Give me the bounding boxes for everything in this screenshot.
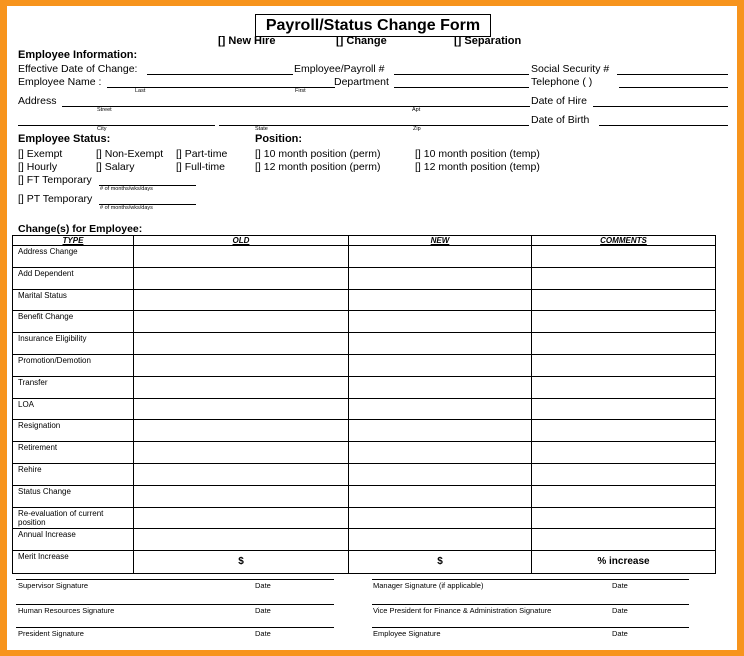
employee-status-heading: Employee Status: (18, 133, 111, 145)
row-type: Marital Status (13, 289, 134, 311)
manager-signature-line[interactable] (372, 579, 689, 580)
new-value-cell[interactable] (349, 246, 532, 268)
last-name-hint: Last (135, 88, 146, 94)
change-row (13, 376, 716, 398)
manager-date-label: Date (612, 581, 628, 590)
old-value-cell[interactable] (134, 354, 349, 376)
old-value-cell[interactable] (134, 529, 349, 551)
change-row (13, 311, 716, 333)
comments-cell[interactable] (532, 529, 716, 551)
city-field[interactable] (18, 125, 215, 126)
change-row (13, 463, 716, 485)
change-row (13, 442, 716, 464)
zip-hint: Zip (413, 126, 421, 132)
change-row (13, 267, 716, 289)
old-value-cell[interactable] (134, 267, 349, 289)
department-label: Department (334, 76, 389, 88)
changes-table-header (13, 236, 716, 246)
new-value-cell[interactable] (349, 354, 532, 376)
ssn-field[interactable] (617, 74, 728, 75)
row-type: LOA (13, 398, 134, 420)
position-heading: Position: (255, 133, 303, 145)
comments-cell[interactable] (532, 267, 716, 289)
row-type: Annual Increase (13, 529, 134, 551)
changes-table-body (13, 246, 716, 574)
old-value-cell[interactable] (134, 442, 349, 464)
city-hint: City (97, 126, 107, 132)
old-value-cell[interactable] (134, 311, 349, 333)
pt-duration-hint: # of months/wks/days (100, 205, 153, 211)
row-type: Promotion/Demotion (13, 354, 134, 376)
telephone-label: Telephone ( ) (531, 76, 593, 88)
comments-cell[interactable] (532, 398, 716, 420)
old-value-cell[interactable] (134, 463, 349, 485)
row-type: Rehire (13, 463, 134, 485)
exempt-checkbox[interactable]: [] Exempt (18, 148, 63, 160)
column-header-new: NEW (349, 236, 532, 246)
payroll-label: Employee/Payroll # (294, 63, 385, 75)
new-value-cell[interactable] (349, 333, 532, 355)
old-value-cell[interactable] (134, 507, 349, 529)
address-field[interactable] (62, 106, 530, 107)
change-row (13, 529, 716, 551)
non-exempt-checkbox[interactable]: [] Non-Exempt (96, 148, 164, 160)
telephone-field[interactable] (619, 87, 728, 88)
changes-table (12, 235, 716, 574)
change-row (13, 354, 716, 376)
ten-month-perm-checkbox[interactable]: [] 10 month position (perm) (255, 148, 381, 160)
comments-cell[interactable] (532, 507, 716, 529)
street-hint: Street (97, 107, 112, 113)
twelve-month-temp-checkbox[interactable]: [] 12 month position (temp) (415, 161, 540, 173)
date-of-birth-field[interactable] (599, 125, 728, 126)
payroll-field[interactable] (394, 74, 529, 75)
comments-cell[interactable] (532, 246, 716, 268)
old-value-cell[interactable]: $ (134, 551, 349, 574)
full-time-checkbox[interactable]: [] Full-time (176, 161, 226, 173)
new-value-cell[interactable] (349, 442, 532, 464)
new-value-cell[interactable]: $ (349, 551, 532, 574)
new-value-cell[interactable] (349, 376, 532, 398)
old-value-cell[interactable] (134, 420, 349, 442)
row-type: Benefit Change (13, 311, 134, 333)
employee-signature-line[interactable] (372, 627, 689, 628)
row-type: Merit Increase (13, 551, 134, 574)
row-type: Add Dependent (13, 267, 134, 289)
state-hint: State (255, 126, 268, 132)
twelve-month-perm-checkbox[interactable]: [] 12 month position (perm) (255, 161, 381, 173)
comments-cell[interactable] (532, 420, 716, 442)
pt-temporary-checkbox[interactable]: [] PT Temporary (18, 193, 93, 205)
change-row (13, 485, 716, 507)
new-value-cell[interactable] (349, 507, 532, 529)
new-value-cell[interactable] (349, 398, 532, 420)
old-value-cell[interactable] (134, 485, 349, 507)
comments-cell[interactable] (532, 463, 716, 485)
new-value-cell[interactable] (349, 267, 532, 289)
apt-hint: Apt (412, 107, 421, 113)
comments-cell[interactable] (532, 442, 716, 464)
change-row (13, 420, 716, 442)
comments-cell[interactable] (532, 333, 716, 355)
comments-cell[interactable] (532, 311, 716, 333)
row-type: Re-evaluation of current position (13, 507, 134, 529)
new-value-cell[interactable] (349, 485, 532, 507)
new-value-cell[interactable] (349, 311, 532, 333)
change-row (13, 507, 716, 529)
vp-signature-label: Vice President for Finance & Administration Signature (373, 606, 552, 615)
new-value-cell[interactable] (349, 420, 532, 442)
row-type: Status Change (13, 485, 134, 507)
comments-cell[interactable] (532, 485, 716, 507)
row-type: Retirement (13, 442, 134, 464)
president-signature-label: President Signature (18, 629, 84, 638)
row-type: Resignation (13, 420, 134, 442)
date-of-hire-label: Date of Hire (531, 95, 588, 107)
old-value-cell[interactable] (134, 398, 349, 420)
employee-name-label: Employee Name : (18, 76, 102, 88)
comments-cell[interactable] (532, 289, 716, 311)
supervisor-signature-label: Supervisor Signature (18, 581, 89, 590)
salary-checkbox[interactable]: [] Salary (96, 161, 135, 173)
manager-signature-label: Manager Signature (if applicable) (373, 581, 484, 590)
department-field[interactable] (394, 87, 529, 88)
new-value-cell[interactable] (349, 463, 532, 485)
first-name-hint: First (295, 88, 306, 94)
change-checkbox[interactable]: [] Change (336, 35, 387, 47)
new-value-cell[interactable] (349, 529, 532, 551)
column-header-old: OLD (134, 236, 349, 246)
row-type: Transfer (13, 376, 134, 398)
ten-month-temp-checkbox[interactable]: [] 10 month position (temp) (415, 148, 540, 160)
column-header-type: TYPE (13, 236, 134, 246)
ft-temporary-checkbox[interactable]: [] FT Temporary (18, 174, 92, 186)
supervisor-date-label: Date (255, 581, 271, 590)
employee-info-heading: Employee Information: (18, 49, 138, 61)
ft-duration-hint: # of months/wks/days (100, 186, 153, 192)
change-row (13, 246, 716, 268)
form-title: Payroll/Status Change Form (255, 14, 491, 37)
old-value-cell[interactable] (134, 376, 349, 398)
address-label: Address (18, 95, 57, 107)
vp-date-label: Date (612, 606, 628, 615)
date-of-hire-field[interactable] (593, 106, 728, 107)
payroll-form-sheet (7, 6, 737, 650)
change-row (13, 333, 716, 355)
effective-date-field[interactable] (147, 74, 293, 75)
comments-cell[interactable] (532, 354, 716, 376)
hr-signature-line[interactable] (16, 604, 334, 605)
change-row (13, 398, 716, 420)
supervisor-signature-line[interactable] (16, 579, 334, 580)
separation-checkbox[interactable]: [] Separation (454, 35, 522, 47)
change-row (13, 289, 716, 311)
hourly-checkbox[interactable]: [] Hourly (18, 161, 58, 173)
hr-date-label: Date (255, 606, 271, 615)
president-signature-line[interactable] (16, 627, 334, 628)
old-value-cell[interactable] (134, 333, 349, 355)
old-value-cell[interactable] (134, 246, 349, 268)
merit-increase-row (13, 551, 716, 574)
president-date-label: Date (255, 629, 271, 638)
employee-date-label: Date (612, 629, 628, 638)
ssn-label: Social Security # (531, 63, 610, 75)
date-of-birth-label: Date of Birth (531, 114, 590, 126)
changes-heading: Change(s) for Employee: (18, 223, 143, 235)
comments-cell[interactable]: % increase (532, 551, 716, 574)
part-time-checkbox[interactable]: [] Part-time (176, 148, 228, 160)
row-type: Address Change (13, 246, 134, 268)
vp-signature-line[interactable] (372, 604, 689, 605)
old-value-cell[interactable] (134, 289, 349, 311)
row-type: Insurance Eligibility (13, 333, 134, 355)
effective-date-label: Effective Date of Change: (18, 63, 138, 75)
column-header-comments: COMMENTS (532, 236, 716, 246)
employee-signature-label: Employee Signature (373, 629, 441, 638)
new-value-cell[interactable] (349, 289, 532, 311)
new-hire-checkbox[interactable]: [] New Hire (218, 35, 276, 47)
comments-cell[interactable] (532, 376, 716, 398)
hr-signature-label: Human Resources Signature (18, 606, 115, 615)
